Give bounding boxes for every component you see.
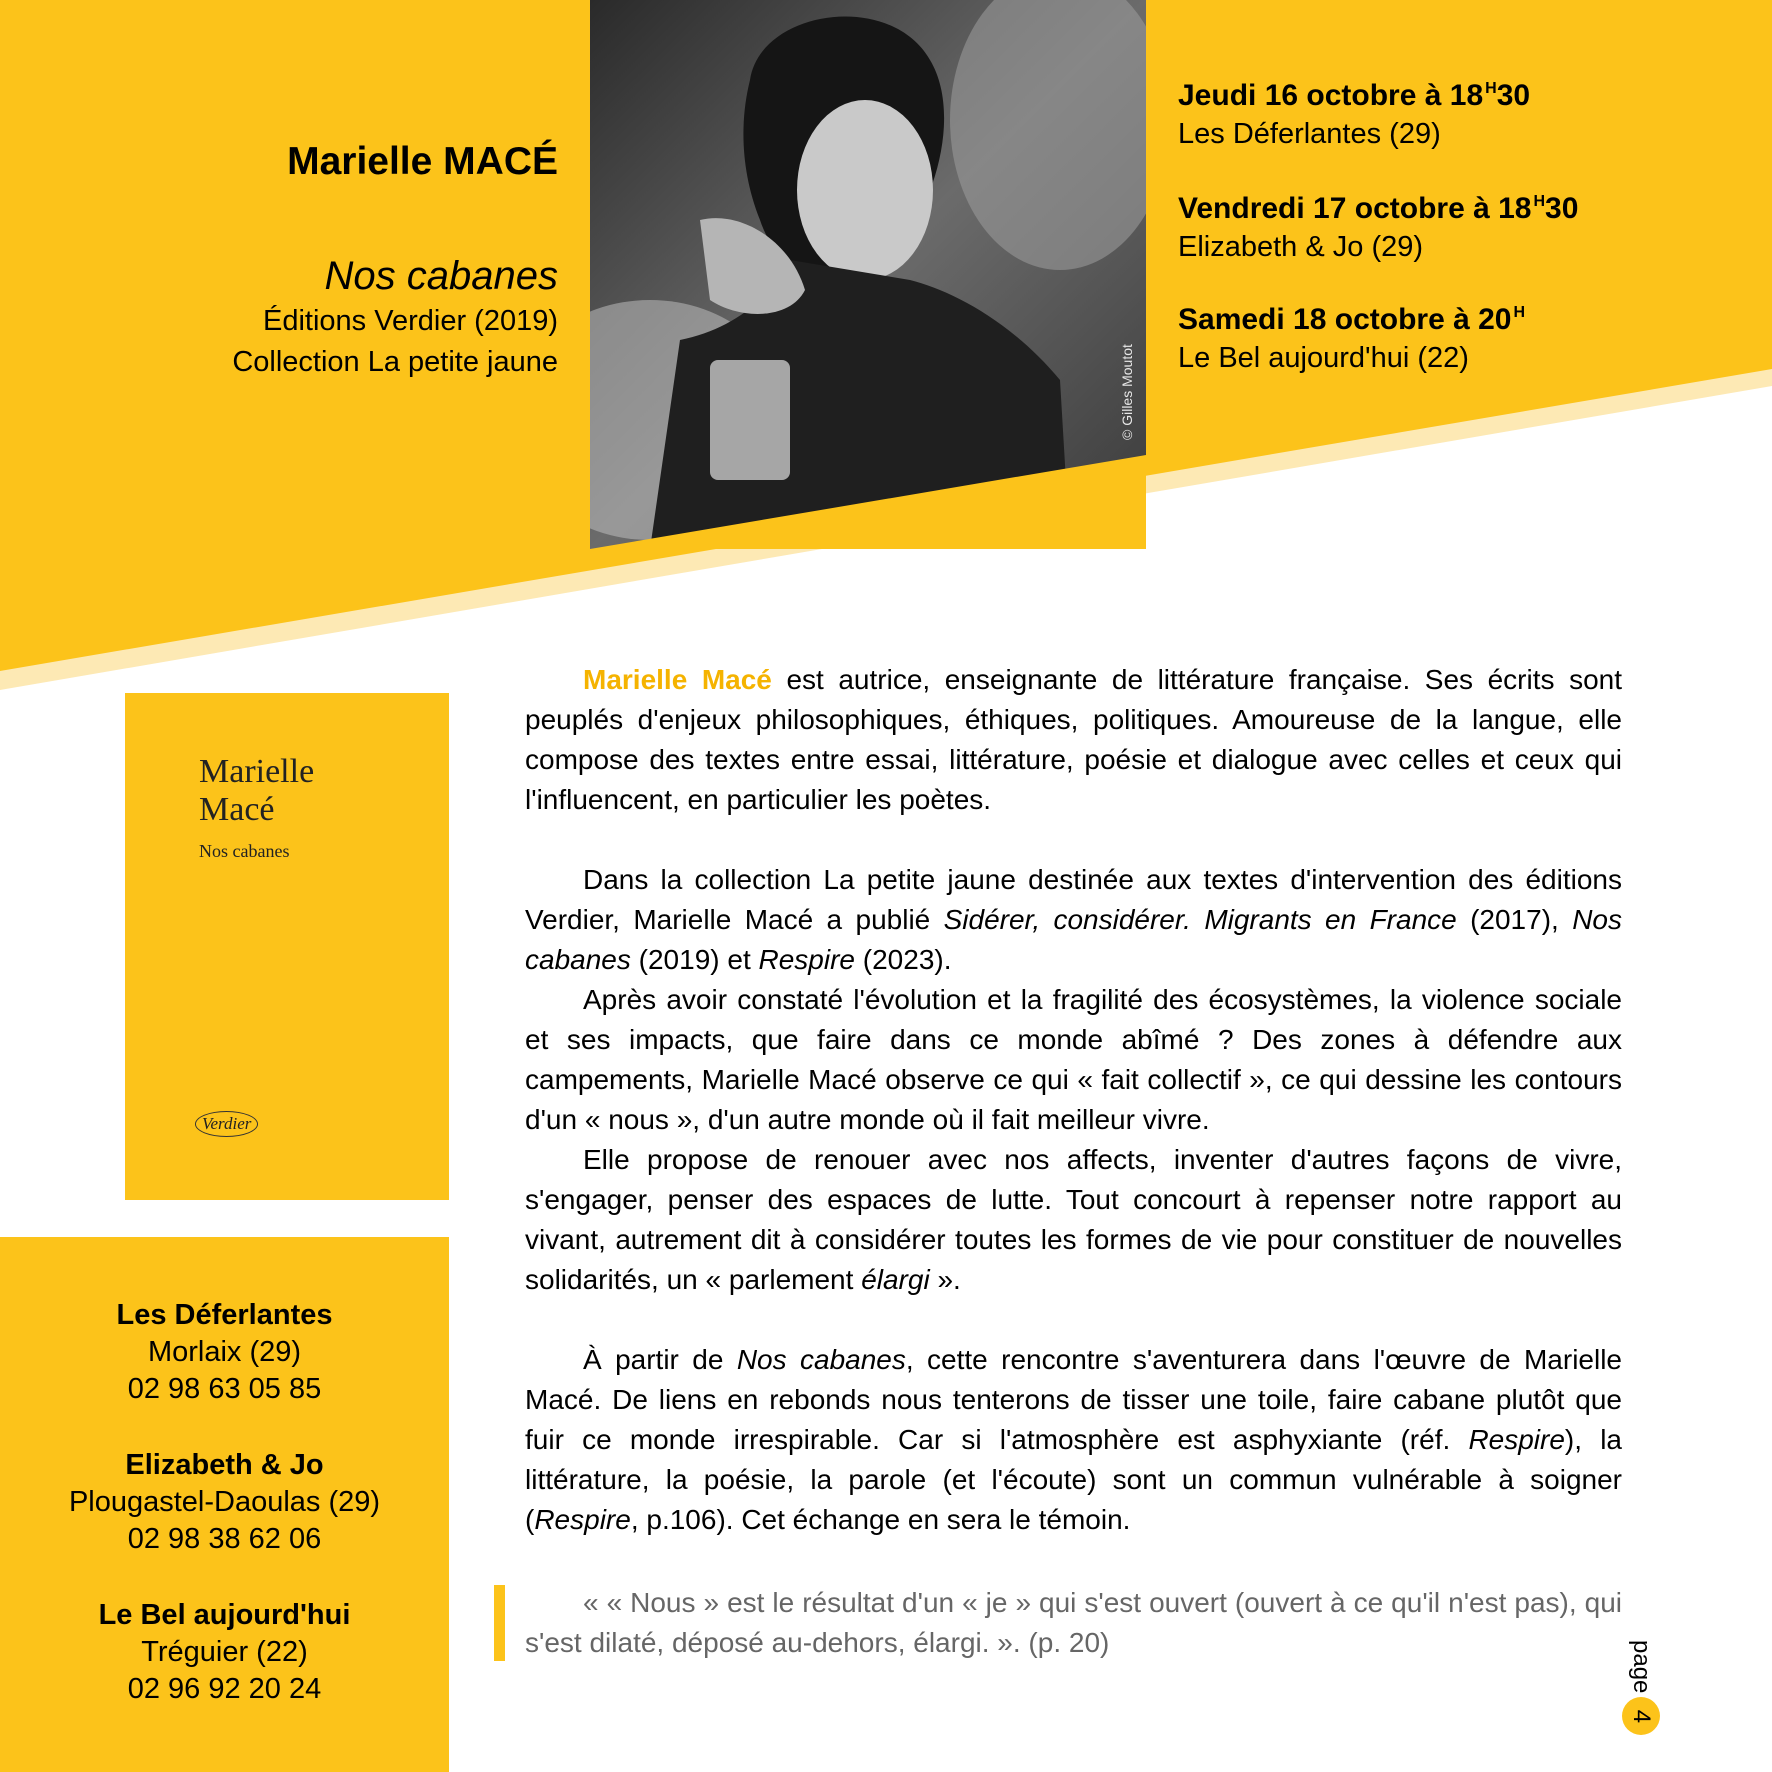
bookshop-name: Le Bel aujourd'hui	[98, 1599, 351, 1631]
pull-quote: « « Nous » est le résultat d'un « je » qui s'est ouvert (ouvert à ce qu'il n'est pas), qui s'est dilaté, déposé au-dehors, élargi. ». (p. 20)	[525, 1587, 1622, 1658]
bookshop-city: Morlaix (29)	[147, 1336, 302, 1368]
book-title: Nos cabanes	[324, 254, 558, 298]
bookshop-phone: 02 96 92 20 24	[127, 1673, 322, 1705]
author-name: Marielle MACÉ	[287, 140, 558, 183]
paragraph-collection: Dans la collection La petite jaune destinée aux textes d'intervention des éditions Verdier, Marielle Macé a publié Sidérer, considérer. Migrants en France (2017), Nos cabanes (2019) et Respire (2023).	[525, 864, 1622, 975]
bookshop-phone: 02 98 38 62 06	[127, 1523, 322, 1555]
event-date: Jeudi 16 octobre à 18 $^H$30	[1178, 79, 1531, 112]
author-highlight: Marielle Macé	[583, 664, 772, 695]
book-cover	[125, 693, 449, 1200]
event-date: Samedi 18 octobre à 20 $^H$	[1178, 303, 1526, 336]
event-venue: Le Bel aujourd'hui (22)	[1178, 342, 1469, 374]
paragraph-meeting: À partir de Nos cabanes, cette rencontre s'aventurera dans l'œuvre de Marielle Macé. De liens en rebonds nous tenterons de tisser une toile, faire cabane plutôt que fuir ce monde irrespirable. Car si l'atmosphère est asphyxiante (réf. Respire), la littérature, la poésie, la parole (et l'écoute) sont un commun vulnérable à soigner (Respire, p.106). Cet échange en sera le témoin.	[525, 1344, 1622, 1535]
bookshop-city: Tréguier (22)	[141, 1636, 308, 1668]
article-body	[525, 660, 1622, 1540]
bookshop-name: Elizabeth & Jo	[125, 1449, 324, 1481]
cover-title: Nos cabanes	[199, 841, 290, 861]
page-indicator	[1622, 1640, 1660, 1735]
bookshop-entry	[0, 1597, 449, 1708]
bookshop-name: Les Déferlantes	[116, 1299, 333, 1331]
page-label: page	[1628, 1640, 1655, 1694]
publisher-line: Éditions Verdier (2019)	[263, 305, 558, 337]
event-venue: Les Déferlantes (29)	[1178, 118, 1441, 150]
event-date: Vendredi 17 octobre à 18 $^H$30	[1178, 192, 1579, 225]
paragraph-affects: Elle propose de renouer avec nos affects, inventer d'autres façons de vivre, s'engager, penser des espaces de lutte. Tout concourt à repenser notre rapport au vivant, autrement dit à considérer toutes les formes de vie pour constituer de nouvelles solidarités, un « parlement élargi ».	[525, 1144, 1622, 1295]
event-1	[1178, 70, 1530, 153]
bookshop-phone: 02 98 63 05 85	[127, 1373, 322, 1405]
photo-credit: © Gilles Moutot	[1119, 344, 1135, 440]
cover-author: Marielle Macé	[199, 753, 315, 828]
author-photo	[590, 0, 1146, 549]
quote-bar	[494, 1585, 505, 1661]
bookshops-panel	[0, 1237, 449, 1772]
paragraph-intro: Marielle Macé est autrice, enseignante de littérature française. Ses écrits sont peuplés d'enjeux philosophiques, éthiques, politiques. Amoureuse de la langue, elle compose des textes entre essai, littérature, poésie et dialogue avec celles et ceux qui l'influencent, en particulier les poètes.	[525, 664, 1622, 815]
bookshop-city: Plougastel-Daoulas (29)	[68, 1486, 381, 1518]
event-3	[1178, 294, 1525, 377]
paragraph-ecosystems: Après avoir constaté l'évolution et la fragilité des écosystèmes, la violence sociale et ses impacts, que faire dans ce monde abîmé ? Des zones à défendre aux campements, Marielle Macé observe ce qui « fait collectif », ce qui dessine les contours d'un « nous », d'un autre monde où il fait meilleur vivre.	[525, 984, 1622, 1135]
page-number: 4	[1622, 1697, 1660, 1735]
bookshop-entry	[0, 1297, 449, 1408]
event-2	[1178, 183, 1578, 266]
publisher-logo: Verdier	[195, 1111, 258, 1137]
event-venue: Elizabeth & Jo (29)	[1178, 231, 1424, 263]
bookshop-entry	[0, 1447, 449, 1558]
collection-line: Collection La petite jaune	[232, 346, 558, 378]
